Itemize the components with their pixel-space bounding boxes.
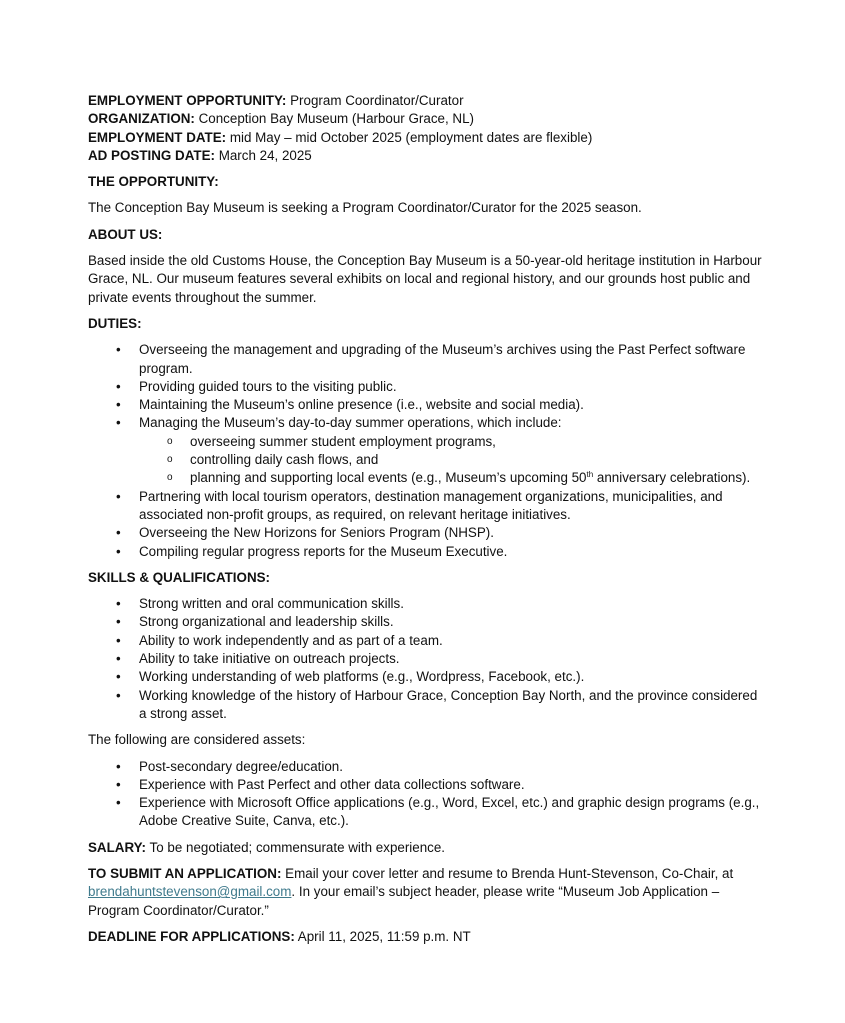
list-item: [88, 488, 768, 525]
field-value: Conception Bay Museum (Harbour Grace, NL): [198, 111, 474, 127]
list-item: [88, 543, 768, 561]
heading-text: SKILLS & QUALIFICATIONS:: [88, 569, 271, 585]
bullet-icon: •: [116, 758, 121, 774]
circle-bullet-icon: o: [167, 454, 173, 466]
field-value: March 24, 2025: [218, 147, 312, 163]
bullet-icon: •: [116, 415, 121, 431]
submit-text: . In your email’s subject header, please write “Museum Job Application – Program Coordinator/Curator.”: [88, 884, 720, 918]
list-item: [88, 687, 768, 724]
bullet-icon: •: [116, 614, 121, 630]
salary-field: [88, 839, 768, 857]
list-item-text: controlling daily cash flows, and: [190, 452, 379, 468]
list-item-text: Maintaining the Museum’s online presence (i.e., website and social media).: [139, 397, 584, 413]
list-item: [88, 613, 768, 631]
bullet-icon: •: [116, 687, 121, 703]
list-item: [88, 776, 768, 794]
list-item: [88, 396, 768, 414]
field-value: To be negotiated; commensurate with experience.: [149, 839, 446, 855]
duties-heading: [88, 315, 768, 333]
field-label: ORGANIZATION:: [88, 111, 195, 127]
duties-list: [88, 341, 768, 561]
about-text: Based inside the old Customs House, the Conception Bay Museum is a 50-year-old heritage institution in Harbour Grace, NL. Our museum features several exhibits on local and regional history, and our grounds host public and private events throughout the summer.: [88, 253, 762, 305]
bullet-icon: •: [116, 632, 121, 648]
ad-posting-date-field: [88, 147, 768, 165]
list-item-text: Managing the Museum’s day-to-day summer operations, which include:: [139, 415, 562, 431]
organization-field: [88, 110, 768, 128]
list-item-text: Providing guided tours to the visiting public.: [139, 378, 397, 394]
list-item: [88, 794, 768, 831]
field-label: TO SUBMIT AN APPLICATION:: [88, 865, 282, 881]
list-item-text: anniversary celebrations).: [593, 470, 751, 486]
field-value: April 11, 2025, 11:59 p.m. NT: [297, 928, 471, 944]
job-posting-document: [88, 92, 768, 946]
bullet-icon: •: [116, 795, 121, 811]
field-value: mid May – mid October 2025 (employment dates are flexible): [229, 129, 593, 145]
list-item: [88, 414, 768, 487]
circle-bullet-icon: o: [167, 472, 173, 484]
sublist-item: [139, 469, 768, 487]
employment-date-field: [88, 129, 768, 147]
opportunity-heading: [88, 173, 768, 191]
bullet-icon: •: [116, 596, 121, 612]
list-item-text: Post-secondary degree/education.: [139, 758, 343, 774]
submit-application-section: [88, 865, 768, 920]
list-item-text: Strong organizational and leadership skills.: [139, 614, 394, 630]
circle-bullet-icon: o: [167, 435, 173, 447]
opportunity-text: The Conception Bay Museum is seeking a Program Coordinator/Curator for the 2025 season.: [88, 200, 642, 216]
bullet-icon: •: [116, 669, 121, 685]
list-item: [88, 632, 768, 650]
assets-list: [88, 758, 768, 831]
bullet-icon: •: [116, 543, 121, 559]
bullet-icon: •: [116, 378, 121, 394]
sublist-item: [139, 433, 768, 451]
bullet-icon: •: [116, 342, 121, 358]
list-item-text: Overseeing the management and upgrading of the Museum’s archives using the Past Perfect software program.: [139, 342, 746, 376]
skills-heading: [88, 569, 768, 587]
list-item-text: Compiling regular progress reports for the Museum Executive.: [139, 543, 508, 559]
ordinal-suffix: th: [586, 470, 594, 480]
list-item-text: Working knowledge of the history of Harbour Grace, Conception Bay North, and the province considered a strong asset.: [139, 687, 758, 721]
field-label: EMPLOYMENT DATE:: [88, 129, 227, 145]
heading-text: DUTIES:: [88, 315, 142, 331]
field-label: DEADLINE FOR APPLICATIONS:: [88, 928, 295, 944]
list-item-text: Partnering with local tourism operators, destination management organizations, municipalities, and associated non-profit groups, as required, on relevant heritage initiatives.: [139, 488, 723, 522]
list-item-text: Ability to take initiative on outreach projects.: [139, 651, 400, 667]
heading-text: ABOUT US:: [88, 226, 163, 242]
heading-text: THE OPPORTUNITY:: [88, 174, 219, 190]
sublist-item: [139, 451, 768, 469]
operations-sublist: [139, 433, 768, 488]
email-link[interactable]: brendahuntstevenson@gmail.com: [88, 884, 292, 900]
list-item: [88, 650, 768, 668]
bullet-icon: •: [116, 651, 121, 667]
employment-opportunity-field: [88, 92, 768, 110]
list-item-text: Overseeing the New Horizons for Seniors Program (NHSP).: [139, 525, 494, 541]
field-label: SALARY:: [88, 839, 147, 855]
list-item-text: Ability to work independently and as part of a team.: [139, 632, 443, 648]
assets-intro: The following are considered assets:: [88, 732, 306, 748]
bullet-icon: •: [116, 776, 121, 792]
list-item-text: overseeing summer student employment programs,: [190, 433, 496, 449]
list-item-text: Experience with Microsoft Office applications (e.g., Word, Excel, etc.) and graphic design programs (e.g., Adobe Creative Suite, Canva, etc.).: [139, 795, 760, 829]
field-label: EMPLOYMENT OPPORTUNITY:: [88, 93, 287, 108]
list-item-text: Working understanding of web platforms (e.g., Wordpress, Facebook, etc.).: [139, 669, 585, 685]
bullet-icon: •: [116, 525, 121, 541]
list-item: [88, 668, 768, 686]
skills-list: [88, 595, 768, 723]
bullet-icon: •: [116, 397, 121, 413]
bullet-icon: •: [116, 488, 121, 504]
list-item-text: planning and supporting local events (e.g., Museum’s upcoming 50: [190, 470, 587, 486]
about-heading: [88, 226, 768, 244]
list-item: [88, 378, 768, 396]
list-item-text: Strong written and oral communication skills.: [139, 596, 404, 612]
submit-text: Email your cover letter and resume to Brenda Hunt-Stevenson, Co-Chair, at: [285, 865, 734, 881]
deadline-field: [88, 928, 768, 946]
list-item: [88, 341, 768, 378]
list-item: [88, 524, 768, 542]
list-item: [88, 595, 768, 613]
list-item-text: Experience with Past Perfect and other data collections software.: [139, 776, 525, 792]
field-label: AD POSTING DATE:: [88, 147, 215, 163]
list-item: [88, 758, 768, 776]
field-value: Program Coordinator/Curator: [290, 93, 464, 108]
